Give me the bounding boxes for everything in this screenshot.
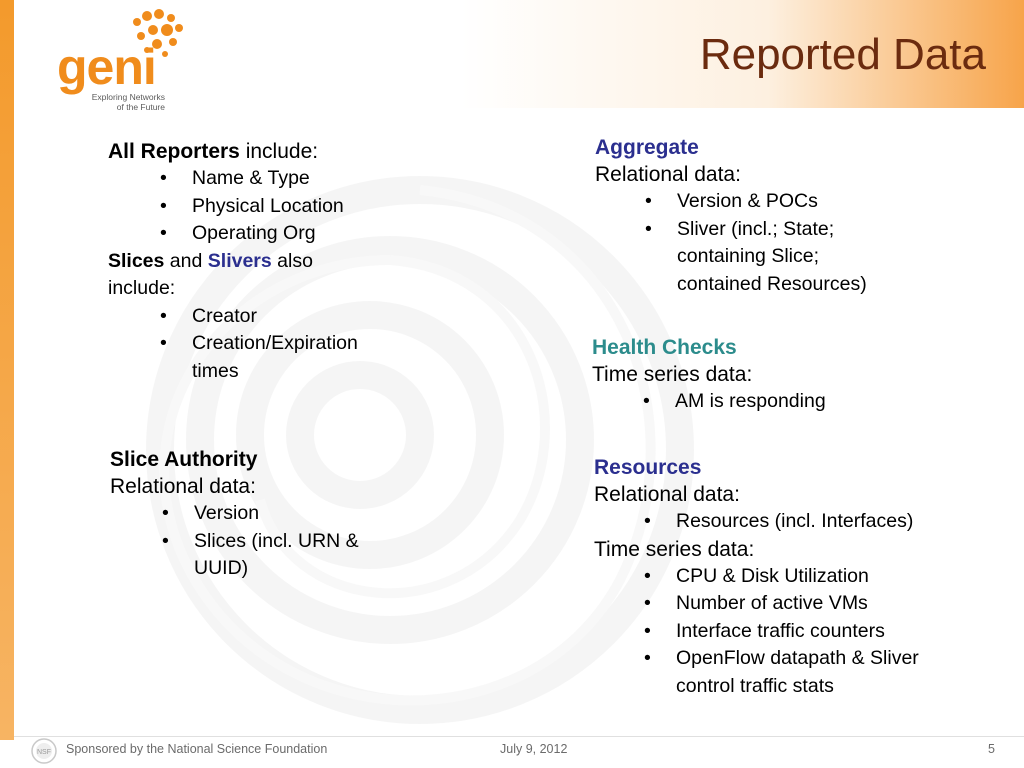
slices-slivers-list: [160, 303, 408, 386]
list-item-text: Operating Org: [192, 222, 316, 244]
aggregate-relational: Relational data:: [595, 163, 741, 186]
list-item: [192, 358, 408, 386]
logo-wordmark: geni: [57, 39, 156, 95]
list-item-text: Interface traffic counters: [676, 619, 885, 642]
resources-relational-list: [644, 508, 1014, 536]
bullet-icon: •: [645, 217, 652, 240]
footer-date: July 9, 2012: [500, 742, 568, 756]
health-checks-heading: Health Checks: [592, 336, 737, 359]
slice-authority-relational: Relational data:: [110, 475, 256, 498]
list-item: [644, 590, 1014, 618]
all-reporters-heading: All Reporters include:: [108, 140, 319, 163]
all-reporters-block: [108, 138, 408, 385]
list-item: [644, 563, 1014, 591]
bullet-icon: •: [160, 304, 167, 327]
list-item: [676, 673, 1014, 701]
list-item: [160, 165, 408, 193]
list-item-text: contained Resources): [677, 272, 867, 295]
slice-authority-block: [110, 446, 410, 583]
list-item-text: UUID): [194, 557, 249, 579]
bullet-icon: •: [160, 332, 167, 354]
list-item: [645, 188, 995, 216]
list-item: [160, 193, 408, 221]
resources-timeseries: Time series data:: [594, 537, 755, 561]
list-item-text: OpenFlow datapath & Sliver: [676, 647, 919, 669]
left-accent-stripe: [0, 0, 14, 740]
bullet-icon: •: [644, 592, 651, 614]
bullet-icon: •: [160, 194, 167, 217]
logo-tagline: Exploring Networks of the Future: [91, 92, 165, 112]
list-item-text: Creation/Expiration: [192, 332, 358, 354]
aggregate-block: [595, 134, 995, 298]
list-item-text: Physical Location: [192, 194, 344, 217]
list-item-text: Name & Type: [192, 167, 310, 189]
health-checks-block: [592, 334, 992, 416]
list-item-text: Resources (incl. Interfaces): [676, 510, 914, 532]
list-item-text: control traffic stats: [676, 674, 834, 697]
list-item-text: Creator: [192, 304, 258, 327]
list-item-text: Version: [194, 502, 260, 524]
bullet-icon: •: [644, 564, 651, 587]
geni-logo: [55, 8, 185, 112]
slide-title: Reported Data: [699, 30, 986, 79]
list-item: [160, 303, 408, 331]
health-checks-timeseries: Time series data:: [592, 363, 753, 386]
resources-heading: Resources: [594, 456, 702, 479]
bullet-icon: •: [644, 510, 651, 532]
slices-slivers-heading-cont: include:: [108, 277, 176, 299]
list-item: [644, 645, 1014, 673]
list-item: [162, 528, 410, 556]
footer-sponsor: Sponsored by the National Science Foundation: [66, 742, 328, 756]
list-item-text: Sliver (incl.; State;: [677, 217, 835, 240]
list-item-text: Version & POCs: [677, 190, 818, 212]
bullet-icon: •: [162, 529, 169, 552]
all-reporters-list: [160, 165, 408, 248]
svg-text:NSF: NSF: [37, 749, 51, 756]
aggregate-list: [645, 188, 995, 298]
resources-relational: Relational data:: [594, 483, 740, 506]
slices-slivers-heading: Slices and Slivers also: [108, 249, 313, 272]
list-item: [160, 330, 408, 358]
list-item: [643, 388, 992, 416]
list-item: [160, 220, 408, 248]
slice-authority-list: [162, 500, 410, 583]
list-item: [645, 216, 995, 244]
list-item: [644, 618, 1014, 646]
nsf-logo-icon: [30, 737, 58, 765]
resources-timeseries-list: [644, 563, 1014, 701]
bullet-icon: •: [160, 167, 167, 189]
bullet-icon: •: [162, 502, 169, 524]
slice-authority-heading: Slice Authority: [110, 448, 258, 471]
health-checks-list: [643, 388, 992, 416]
bullet-icon: •: [160, 222, 167, 244]
list-item-text: Number of active VMs: [676, 592, 868, 614]
bullet-icon: •: [645, 190, 652, 212]
footer-page-number: 5: [988, 742, 995, 756]
list-item: [677, 271, 995, 299]
list-item: [194, 555, 410, 583]
list-item-text: CPU & Disk Utilization: [676, 564, 869, 587]
list-item: [677, 243, 995, 271]
list-item-text: Slices (incl. URN &: [194, 529, 359, 552]
list-item-text: containing Slice;: [677, 245, 820, 267]
resources-block: [594, 454, 1014, 700]
bullet-icon: •: [644, 619, 651, 642]
list-item: [644, 508, 1014, 536]
aggregate-heading: Aggregate: [595, 136, 699, 159]
footer-divider: [14, 736, 1024, 737]
list-item-text: times: [192, 359, 239, 382]
bullet-icon: •: [643, 390, 650, 412]
list-item: [162, 500, 410, 528]
bullet-icon: •: [644, 647, 651, 669]
list-item-text: AM is responding: [675, 390, 826, 412]
